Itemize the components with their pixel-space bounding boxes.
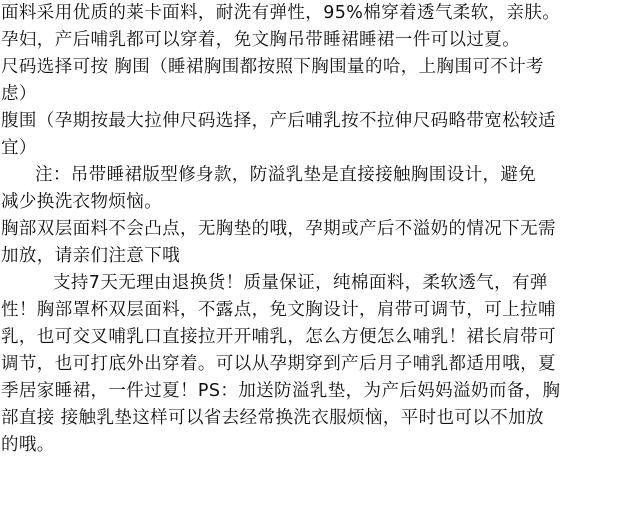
text-line: 腹围（孕期按最大拉伸尺码选择，产后哺乳按不拉伸尺码略带宽松较适 bbox=[1, 111, 556, 131]
text-line: 面料采用优质的莱卡面料，耐洗有弹性，95%棉穿着透气柔软，亲肤。 bbox=[1, 3, 561, 23]
text-line: 减少换洗衣物烦恼。 bbox=[1, 192, 163, 212]
text-line: 性！胸部罩杯双层面料，不露点，免文胸设计，肩带可调节，可上拉哺 bbox=[1, 300, 556, 320]
text-line: 虑） bbox=[1, 84, 37, 104]
text-line: 宜） bbox=[1, 138, 37, 158]
text-line: 季居家睡裙，一件过夏！PS：加送防溢乳垫，为产后妈妈溢奶而备，胸 bbox=[1, 381, 561, 401]
text-line: 支持7天无理由退换货！质量保证，纯棉面料，柔软透气，有弹 bbox=[53, 273, 548, 293]
text-line: 乳，也可交叉哺乳口直接拉开开哺乳，怎么方便怎么哺乳！裙长肩带可 bbox=[1, 327, 556, 347]
text-line: 调节，也可打底外出穿着。可以从孕期穿到产后月子哺乳都适用哦，夏 bbox=[1, 354, 556, 374]
text-line: 的哦。 bbox=[1, 435, 55, 455]
text-line: 加放，请亲们注意下哦 bbox=[1, 246, 180, 266]
text-line: 尺码选择可按 胸围（睡裙胸围都按照下胸围量的哈，上胸围可不计考 bbox=[1, 57, 544, 77]
text-line: 孕妇，产后哺乳都可以穿着，免文胸吊带睡裙睡裙一件可以过夏。 bbox=[1, 30, 521, 50]
note-line: 注：吊带睡裙版型修身款，防溢乳垫是直接接触胸围设计，避免 bbox=[35, 165, 537, 185]
text-line: 胸部双层面料不会凸点，无胸垫的哦，孕期或产后不溢奶的情况下无需 bbox=[1, 219, 556, 239]
text-line: 部直接 接触乳垫这样可以省去经常换洗衣服烦恼，平时也可以不加放 bbox=[1, 408, 544, 428]
